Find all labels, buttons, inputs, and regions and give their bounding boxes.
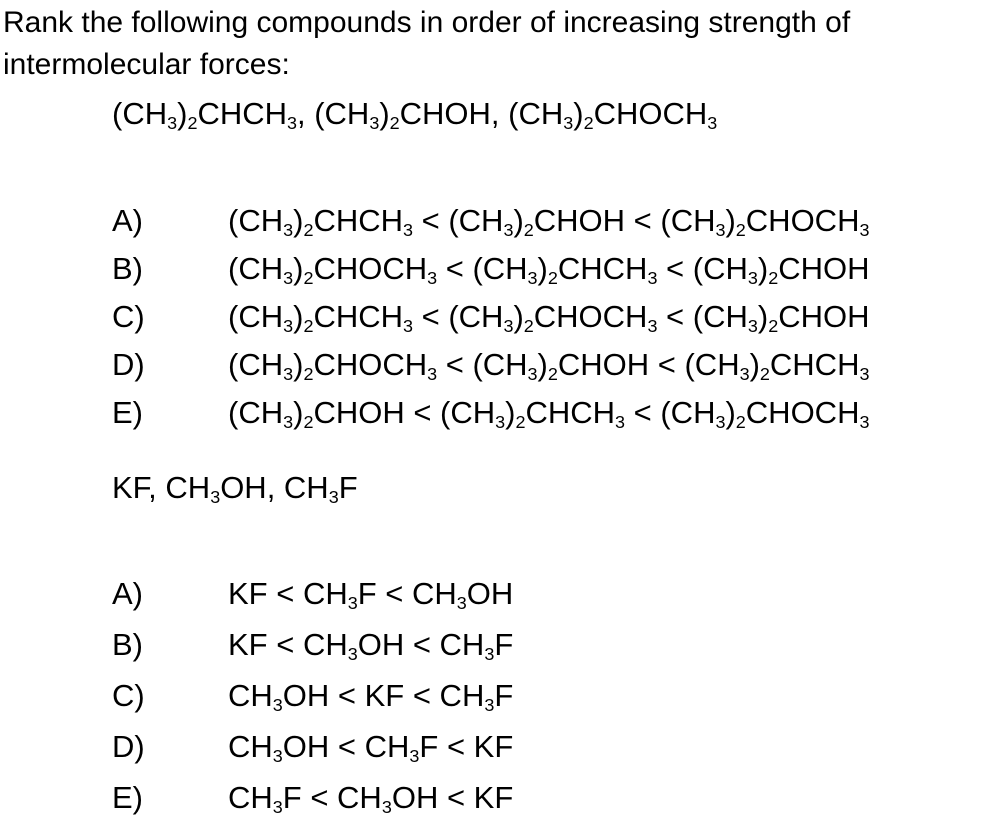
option-letter: E) (112, 395, 143, 430)
option-text: $(CH_3)_2CHOH$ < $(CH_3)_2CHCH_3$ < $(CH_3)_2CHOCH_3$ (228, 395, 870, 433)
option-text: KF < $CH_3OH < CH_3F$ (228, 627, 514, 665)
question-prompt: Rank the following compounds in order of increasing strength of intermolecular forces: (3, 6, 851, 81)
option-letter: B) (112, 627, 143, 662)
option-letter: B) (112, 251, 143, 286)
option-text: $(CH_3)_2CHOCH_3$ < $(CH_3)_2CHOH$ < $(CH_3)_2CHCH_3$ (228, 347, 870, 385)
option-letter: C) (112, 678, 145, 713)
option-letter: E) (112, 780, 143, 815)
option-letter: A) (112, 576, 143, 611)
option-text: $CH_3OH$ < KF < $CH_3F$ (228, 678, 514, 716)
option-letter: D) (112, 347, 145, 382)
compound-list-2: KF, $CH_3OH$, $CH_3F$ (112, 470, 358, 508)
option-text: KF < $CH_3F < CH_3OH$ (228, 576, 514, 614)
option-text: $(CH_3)_2CHCH_3$ < $(CH_3)_2CHOCH_3$ < $(CH_3)_2CHOH$ (228, 299, 870, 337)
option-letter: A) (112, 203, 143, 238)
option-text: $CH_3OH < CH_3F$ < KF (228, 729, 514, 767)
compound-list-1: $(CH_3)_2CHCH_3$, $(CH_3)_2CHOH$, $(CH_3)_2CHOCH_3$ (112, 96, 718, 134)
option-letter: D) (112, 729, 145, 764)
option-text: $CH_3F < CH_3OH$ < KF (228, 780, 514, 818)
option-text: $(CH_3)_2CHCH_3$ < $(CH_3)_2CHOH$ < $(CH_3)_2CHOCH_3$ (228, 203, 870, 241)
option-text: $(CH_3)_2CHOCH_3$ < $(CH_3)_2CHCH_3$ < $(CH_3)_2CHOH$ (228, 251, 870, 289)
option-letter: C) (112, 299, 145, 334)
